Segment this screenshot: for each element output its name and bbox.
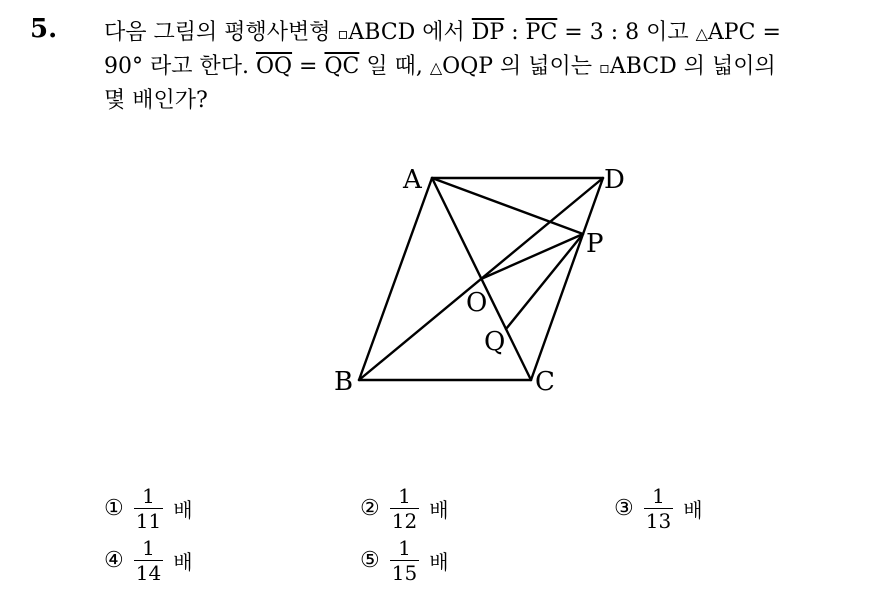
- fraction-denominator: 12: [391, 508, 418, 533]
- text-segment: =: [292, 54, 325, 79]
- fraction-denominator: 11: [135, 508, 162, 533]
- question-line-2: [104, 50, 874, 84]
- segment-pc: $\overline{PC}$: [525, 20, 558, 45]
- choice-1[interactable]: [104, 480, 193, 536]
- choice-3[interactable]: [614, 480, 703, 536]
- choice-fraction: [390, 485, 419, 532]
- text-segment: 일 때,: [359, 54, 430, 79]
- fraction-numerator: 1: [142, 535, 155, 560]
- label-a: A: [403, 165, 422, 195]
- fraction-numerator: 1: [398, 535, 411, 560]
- text-segment: 다음 그림의 평행사변형: [104, 20, 338, 45]
- label-d: D: [604, 165, 625, 195]
- choice-unit: 배: [173, 549, 193, 574]
- triangle-symbol: △: [429, 58, 443, 77]
- choice-unit: 배: [429, 497, 449, 522]
- segment-oq: $\overline{OQ}$: [255, 54, 293, 79]
- parallelogram-symbol: ▫: [599, 58, 610, 77]
- text-segment: 90° 라고 한다.: [104, 54, 256, 79]
- question-line-3: 몇 배인가?: [104, 88, 208, 113]
- fraction-numerator: 1: [398, 483, 411, 508]
- choice-unit: 배: [429, 549, 449, 574]
- segment-dp: $\overline{DP}$: [471, 20, 505, 45]
- choice-fraction: [134, 485, 163, 532]
- choice-marker: ④: [104, 547, 124, 573]
- choice-fraction: [644, 485, 673, 532]
- parallelogram-symbol: ▫: [337, 24, 349, 43]
- text-segment: OQP 의 넓이는: [442, 54, 600, 79]
- choice-4[interactable]: [104, 532, 193, 588]
- choice-fraction: [134, 537, 163, 584]
- choice-unit: 배: [683, 497, 703, 522]
- choice-marker: ①: [104, 495, 124, 521]
- text-segment: APC =: [707, 20, 781, 45]
- label-o: O: [466, 288, 488, 318]
- choice-2[interactable]: [360, 480, 449, 536]
- label-b: B: [334, 367, 354, 397]
- question-line-1: [104, 16, 874, 50]
- question-text: [104, 16, 874, 118]
- choice-5[interactable]: [360, 532, 449, 588]
- choice-marker: ⑤: [360, 547, 380, 573]
- parallelogram-diagram: [330, 160, 630, 400]
- fraction-denominator: 15: [391, 560, 418, 585]
- choice-unit: 배: [173, 497, 193, 522]
- fraction-denominator: 13: [645, 508, 672, 533]
- fraction-denominator: 14: [135, 560, 162, 585]
- choice-marker: ③: [614, 495, 634, 521]
- text-segment: ABCD 의 넓이의: [609, 54, 776, 79]
- text-segment: :: [504, 20, 526, 45]
- question-number: 5.: [30, 14, 58, 44]
- choice-fraction: [390, 537, 419, 584]
- fraction-numerator: 1: [142, 483, 155, 508]
- label-q: Q: [484, 327, 506, 357]
- choice-marker: ②: [360, 495, 380, 521]
- fraction-numerator: 1: [652, 483, 665, 508]
- text-segment: = 3 : 8 이고: [557, 20, 696, 45]
- segment-qc: $\overline{QC}$: [324, 54, 360, 79]
- segment-op: [481, 234, 583, 279]
- label-p: P: [586, 229, 604, 259]
- triangle-symbol: △: [695, 24, 708, 43]
- label-c: C: [535, 367, 555, 397]
- text-segment: ABCD 에서: [348, 20, 472, 45]
